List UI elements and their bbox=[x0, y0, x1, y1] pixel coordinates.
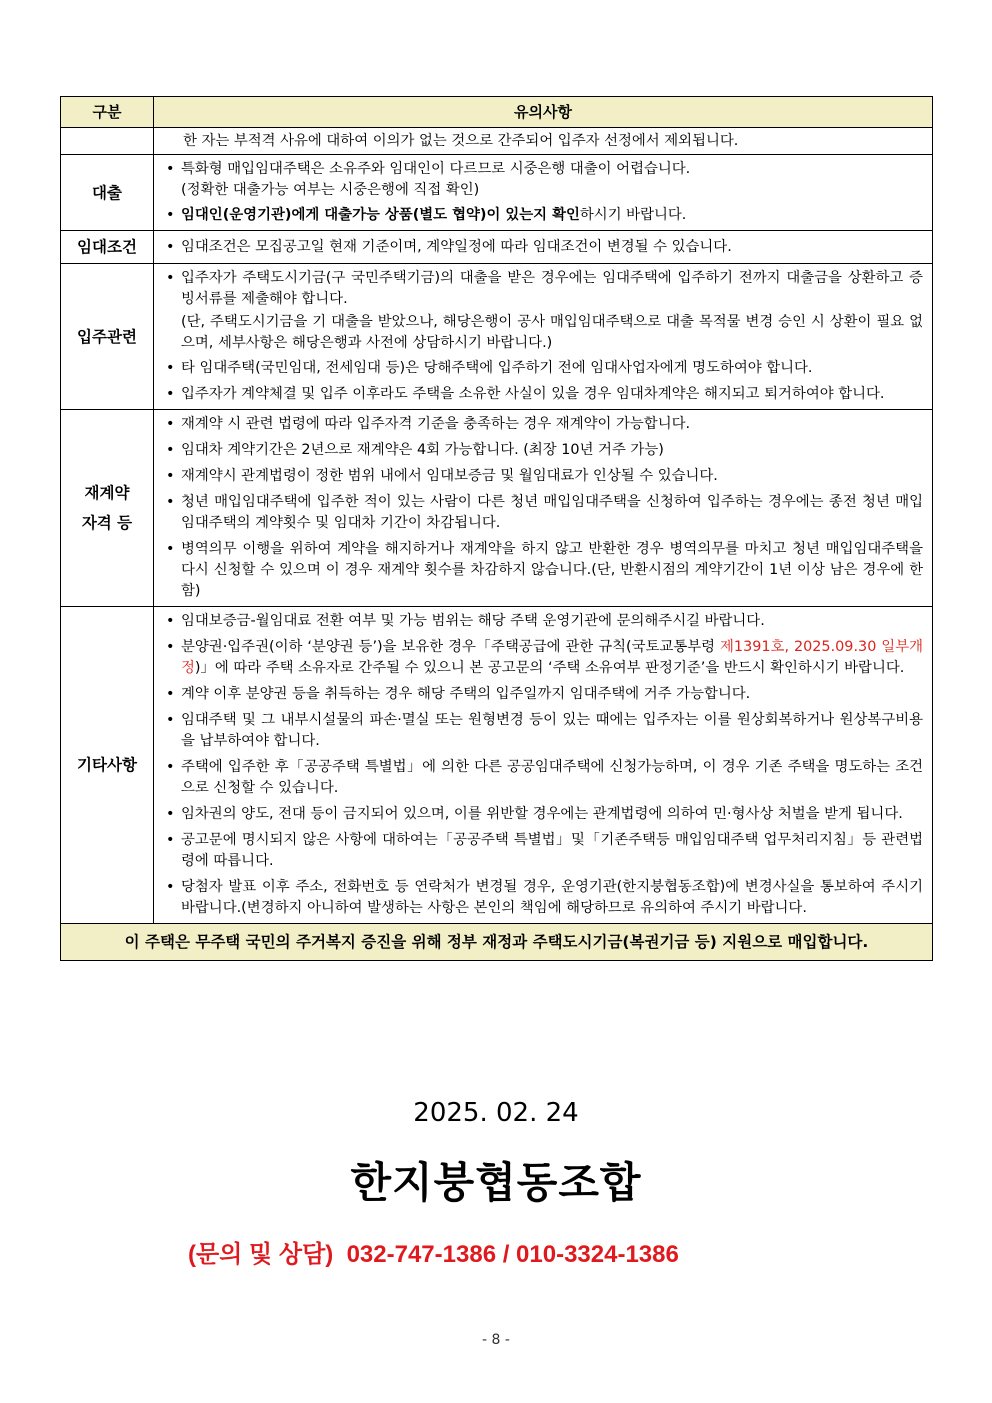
continuation-text: 한 자는 부적격 사유에 대하여 이의가 없는 것으로 간주되어 입주자 선정에서 제외됩니다. bbox=[154, 128, 933, 155]
other-item-1: • 임대보증금-월임대료 전환 여부 및 가능 범위는 해당 주택 운영기관에 문의해주시길 바랍니다. bbox=[164, 611, 923, 632]
continuation-category bbox=[61, 128, 154, 155]
loan-item-1-sub: (정확한 대출가능 여부는 시중은행에 직접 확인) bbox=[181, 182, 480, 198]
header-category: 구분 bbox=[61, 97, 154, 128]
organization-name: 한지붕협동조합 bbox=[350, 1158, 642, 1207]
movein-item-2: • 타 임대주택(국민임대, 전세임대 등)은 당해주택에 입주하기 전에 임대사업자에게 명도하여야 합니다. bbox=[164, 358, 923, 379]
contact-info: (문의 및 상담) 032-747-1386 / 010-3324-1386 bbox=[188, 1241, 679, 1268]
renewal-category-line1: 재계약 bbox=[84, 484, 130, 502]
renewal-item-4: • 청년 매입임대주택에 입주한 적이 있는 사람이 다른 청년 매입임대주택을 신청하여 입주하는 경우에는 종전 청년 매입임대주택의 계약횟수 및 임대차 기간이 차감됩니다. bbox=[164, 492, 923, 534]
loan-category: 대출 bbox=[61, 155, 154, 231]
other-item-6: • 임차권의 양도, 전대 등이 금지되어 있으며, 이를 위반할 경우에는 관계법령에 의하여 민·형사상 처벌을 받게 됩니다. bbox=[164, 804, 923, 825]
other-row bbox=[61, 607, 933, 924]
other-item-7: • 공고문에 명시되지 않은 사항에 대하여는「공공주택 특별법」및「기존주택등 매입임대주택 업무처리지침」등 관련법령에 따릅니다. bbox=[164, 830, 923, 872]
funding-notice: 이 주택은 무주택 국민의 주거복지 증진을 위해 정부 재정과 주택도시기금(복권기금 등) 지원으로 매입합니다. bbox=[61, 924, 933, 961]
announcement-date: 2025. 02. 24 bbox=[413, 1098, 579, 1128]
other-item-2-text-b: )」에 따라 주택 소유자로 간주될 수 있으니 본 공고문의 ‘주택 소유여부 판정기준’을 반드시 확인하시기 바랍니다. bbox=[194, 660, 905, 676]
renewal-row bbox=[61, 410, 933, 607]
renewal-notes bbox=[154, 410, 933, 607]
other-notes bbox=[154, 607, 933, 924]
page-number: - 8 - bbox=[482, 1332, 510, 1348]
table-header-row bbox=[61, 97, 933, 128]
other-category: 기타사항 bbox=[61, 607, 154, 924]
other-item-2-regulation: 제1391호, 2025.09.30 일부개정 bbox=[181, 639, 923, 676]
other-item-2 bbox=[164, 637, 923, 679]
notice-table bbox=[60, 96, 933, 961]
other-item-2-text-a: 분양권·입주권(이하 ‘분양권 등’)을 보유한 경우「주택공급에 관한 규칙(국토교통부령 bbox=[181, 639, 721, 655]
movein-row bbox=[61, 264, 933, 410]
other-item-8: • 당첨자 발표 이후 주소, 전화번호 등 연락처가 변경될 경우, 운영기관(한지붕협동조합)에 변경사실을 통보하여 주시기 바랍니다.(변경하지 아니하여 발생하는 사항은 본인의 책임에 해당하므로 유의하여 주시기 바랍니다. bbox=[164, 877, 923, 919]
header-notes: 유의사항 bbox=[154, 97, 933, 128]
lease-item-1: • 임대조건은 모집공고일 현재 기준이며, 계약일정에 따라 임대조건이 변경될 수 있습니다. bbox=[164, 237, 923, 258]
continuation-row bbox=[61, 128, 933, 155]
renewal-item-2: • 임대차 계약기간은 2년으로 재계약은 4회 가능합니다. (최장 10년 거주 가능) bbox=[164, 440, 923, 461]
movein-notes bbox=[154, 264, 933, 410]
loan-item-2-rest: 하시기 바랍니다. bbox=[579, 207, 687, 223]
renewal-category bbox=[61, 410, 154, 607]
other-item-5: • 주택에 입주한 후「공공주택 특별법」에 의한 다른 공공임대주택에 신청가능하며, 이 경우 기존 주택을 명도하는 조건으로 신청할 수 있습니다. bbox=[164, 757, 923, 799]
lease-category: 임대조건 bbox=[61, 231, 154, 264]
renewal-category-line2: 자격 등 bbox=[81, 514, 133, 532]
loan-notes bbox=[154, 155, 933, 231]
other-item-3: • 계약 이후 분양권 등을 취득하는 경우 해당 주택의 입주일까지 임대주택에 거주 가능합니다. bbox=[164, 684, 923, 705]
movein-item-1: • 입주자가 주택도시기금(구 국민주택기금)의 대출을 받은 경우에는 임대주택에 입주하기 전까지 대출금을 상환하고 증빙서류를 제출해야 합니다. bbox=[164, 268, 923, 310]
renewal-item-3: • 재계약시 관계법령이 정한 범위 내에서 임대보증금 및 월임대료가 인상될 수 있습니다. bbox=[164, 466, 923, 487]
movein-item-3: • 입주자가 계약체결 및 입주 이후라도 주택을 소유한 사실이 있을 경우 임대차계약은 해지되고 퇴거하여야 합니다. bbox=[164, 384, 923, 405]
loan-item-2-emphasis: 임대인(운영기관)에게 대출가능 상품(별도 협약)이 있는지 확인 bbox=[181, 207, 580, 223]
loan-item-2 bbox=[164, 205, 923, 226]
lease-notes bbox=[154, 231, 933, 264]
loan-row bbox=[61, 155, 933, 231]
renewal-item-1: • 재계약 시 관련 법령에 따라 입주자격 기준을 충족하는 경우 재계약이 가능합니다. bbox=[164, 414, 923, 435]
loan-item-1: • 특화형 매입임대주택은 소유주와 임대인이 다르므로 시중은행 대출이 어렵습니다. bbox=[164, 159, 923, 180]
other-item-4: • 임대주택 및 그 내부시설물의 파손·멸실 또는 원형변경 등이 있는 때에는 입주자는 이를 원상회복하거나 원상복구비용을 납부하여야 합니다. bbox=[164, 710, 923, 752]
renewal-item-5: • 병역의무 이행을 위하여 계약을 해지하거나 재계약을 하지 않고 반환한 경우 병역의무를 마치고 청년 매입임대주택을 다시 신청할 수 있으며 이 경우 재계약 횟수를 차감하지 않습니다.(단, 반환시점의 계약기간이 1년 이상 남은 경우에 한함) bbox=[164, 539, 923, 602]
movein-category: 입주관련 bbox=[61, 264, 154, 410]
footer-row bbox=[61, 924, 933, 961]
movein-item-1-sub: (단, 주택도시기금을 기 대출을 받았으나, 해당은행이 공사 매입임대주택으로 대출 목적물 변경 승인 시 상환이 필요 없으며, 세부사항은 해당은행과 사전에 상담하시기 바랍니다.) bbox=[181, 314, 923, 351]
lease-row bbox=[61, 231, 933, 264]
